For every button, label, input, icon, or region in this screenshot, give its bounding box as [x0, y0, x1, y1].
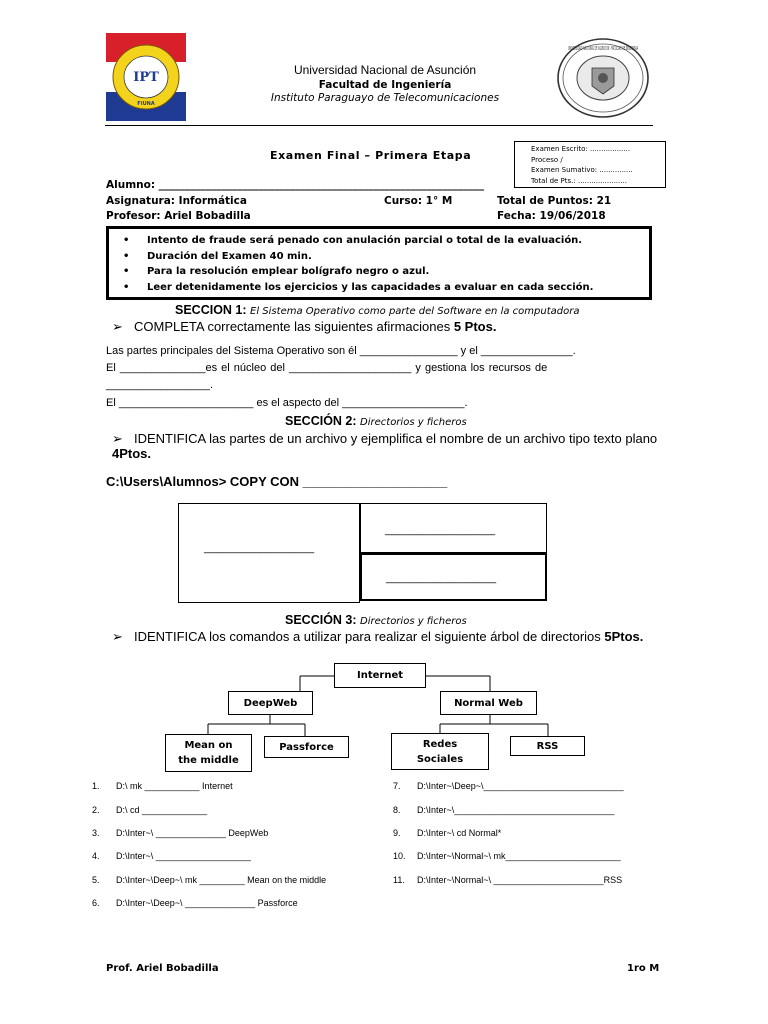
- arrow-icon: ➢: [112, 629, 123, 644]
- rule-item: • Leer detenidamente los ejercicios y las capacidades a evaluar en cada sección.: [139, 280, 649, 296]
- command-text: D:\Inter~\Deep~\ ______________ Passforce: [116, 898, 298, 908]
- s1-fill-line-1[interactable]: Las partes principales del Sistema Operativo son él ________________ y el _______________.: [106, 345, 576, 357]
- section-1-subtitle: El Sistema Operativo como parte del Software en la computadora: [250, 306, 580, 317]
- command-text: D:\Inter~\Normal~\ mk_______________________: [417, 851, 621, 861]
- command-item[interactable]: [393, 875, 622, 885]
- command-item[interactable]: [92, 781, 233, 791]
- arrow-icon: ➢: [112, 319, 123, 334]
- file-name-blank[interactable]: __________________: [204, 542, 315, 554]
- total-points-label: Total de Puntos: 21: [497, 195, 612, 207]
- tree-node-redes-line-2: Sociales: [416, 753, 464, 765]
- tree-node-mean-line-2: the middle: [178, 755, 239, 766]
- tree-node-normal-web: Normal Web: [440, 691, 537, 715]
- command-number: 4.: [92, 851, 100, 861]
- ipt-logo-text: IPT: [133, 70, 159, 85]
- section-1-points: 5 Ptos.: [453, 319, 497, 334]
- tree-node-mean-line-1: Mean on: [184, 740, 233, 751]
- rule-item: • Intento de fraude será penado con anulación parcial o total de la evaluación.: [139, 233, 649, 249]
- section-2-subtitle: Directorios y ficheros: [360, 417, 467, 428]
- section-2-title: SECCIÓN 2:: [285, 414, 357, 428]
- university-name: Universidad Nacional de Asunción: [293, 63, 477, 77]
- date-label: Fecha: 19/06/2018: [497, 210, 606, 222]
- student-name-field[interactable]: Alumno: ______________________________________________________________: [106, 179, 485, 191]
- exam-title: Examen Final – Primera Etapa: [270, 149, 472, 162]
- command-item[interactable]: [92, 828, 268, 838]
- copy-con-command[interactable]: C:\Users\Alumnos> COPY CON ____________________: [106, 474, 448, 489]
- rule-item: • Duración del Examen 40 min.: [139, 249, 649, 265]
- section-3-subtitle: Directorios y ficheros: [360, 616, 467, 627]
- subject-label: Asignatura: Informática: [106, 195, 247, 207]
- tree-node-redes-sociales: [391, 733, 489, 770]
- command-number: 1.: [92, 781, 100, 791]
- command-text: D:\Inter~\Deep~\ mk _________ Mean on the middle: [116, 875, 327, 885]
- score-total: Total de Pts.: ......................: [531, 176, 627, 185]
- command-text: D:\Inter~\ cd Normal*: [417, 828, 502, 838]
- command-item[interactable]: [92, 898, 298, 908]
- s1-fill-line-2[interactable]: El ______________es el núcleo del ____________________ y gestiona los recursos de: [106, 362, 548, 374]
- section-2-points: 4Ptos.: [112, 446, 152, 461]
- course-label: Curso: 1° M: [384, 195, 453, 207]
- rule-item: • Para la resolución emplear bolígrafo negro o azul.: [139, 264, 649, 280]
- command-number: 9.: [393, 828, 401, 838]
- command-item[interactable]: [92, 875, 326, 885]
- section-3-title: SECCIÓN 3:: [285, 613, 357, 627]
- faculty-name: Facultad de Ingeniería: [318, 79, 452, 91]
- s1-fill-line-3[interactable]: _________________.: [106, 379, 214, 391]
- professor-label: Profesor: Ariel Bobadilla: [106, 210, 251, 222]
- section-1-instruction-text: COMPLETA correctamente las siguientes afirmaciones: [134, 319, 454, 334]
- tree-node-passforce: Passforce: [264, 736, 349, 758]
- command-number: 11.: [393, 875, 405, 885]
- s1-fill-line-4[interactable]: El ______________________ es el aspecto del ____________________.: [106, 397, 468, 409]
- command-number: 7.: [393, 781, 401, 791]
- section-2-instruction-text: IDENTIFICA las partes de un archivo y ejemplifica el nombre de un archivo tipo texto plano: [134, 431, 658, 446]
- fiuna-logo-text: FIUNA: [137, 101, 155, 107]
- command-text: D:\Inter~\Deep~\____________________________: [417, 781, 624, 791]
- command-number: 5.: [92, 875, 100, 885]
- score-summative: Examen Sumativo: ...............: [531, 166, 633, 174]
- command-text: D:\Inter~\ ___________________: [116, 851, 251, 861]
- seal-lettering: UNIVERSIDAD NACIONAL DE ASUNCION · FACULTAD DE INGENIERIA: [568, 46, 639, 52]
- command-text: D:\Inter~\Normal~\ ______________________RSS: [417, 875, 623, 885]
- arrow-icon: ➢: [112, 431, 123, 446]
- section-3-instruction-text: IDENTIFICA los comandos a utilizar para realizar el siguiente árbol de directorios: [134, 629, 605, 644]
- file-extension-blank[interactable]: __________________: [386, 572, 497, 584]
- tree-node-rss: RSS: [510, 736, 585, 756]
- file-name-part-blank[interactable]: __________________: [385, 524, 496, 536]
- command-item[interactable]: [393, 781, 624, 791]
- score-written: Examen Escrito: ..................: [531, 145, 631, 153]
- footer-course: 1ro M: [627, 963, 660, 974]
- command-number: 10.: [393, 851, 406, 861]
- command-item[interactable]: [393, 851, 621, 861]
- command-text: D:\ cd _____________: [116, 805, 208, 815]
- command-item[interactable]: [393, 828, 501, 838]
- command-item[interactable]: [393, 805, 614, 815]
- section-1-title: SECCION 1:: [175, 303, 247, 317]
- score-process: Proceso /: [531, 155, 563, 164]
- command-text: D:\ mk ___________ Internet: [116, 781, 233, 791]
- tree-node-internet: Internet: [334, 663, 426, 688]
- command-item[interactable]: [92, 805, 207, 815]
- tree-node-redes-line-1: Redes: [422, 738, 458, 750]
- institute-name: Instituto Paraguayo de Telecomunicaciones: [270, 92, 500, 104]
- command-number: 6.: [92, 898, 100, 908]
- command-number: 2.: [92, 805, 100, 815]
- command-item[interactable]: [92, 851, 251, 861]
- section-3-points: 5Ptos.: [604, 629, 644, 644]
- command-text: D:\Inter~\________________________________: [417, 805, 615, 815]
- command-number: 8.: [393, 805, 401, 815]
- footer-professor: Prof. Ariel Bobadilla: [106, 963, 219, 974]
- command-number: 3.: [92, 828, 100, 838]
- tree-node-deepweb: DeepWeb: [228, 691, 313, 715]
- command-text: D:\Inter~\ ______________ DeepWeb: [116, 828, 269, 838]
- tree-node-mean-on-the-middle: [165, 734, 252, 772]
